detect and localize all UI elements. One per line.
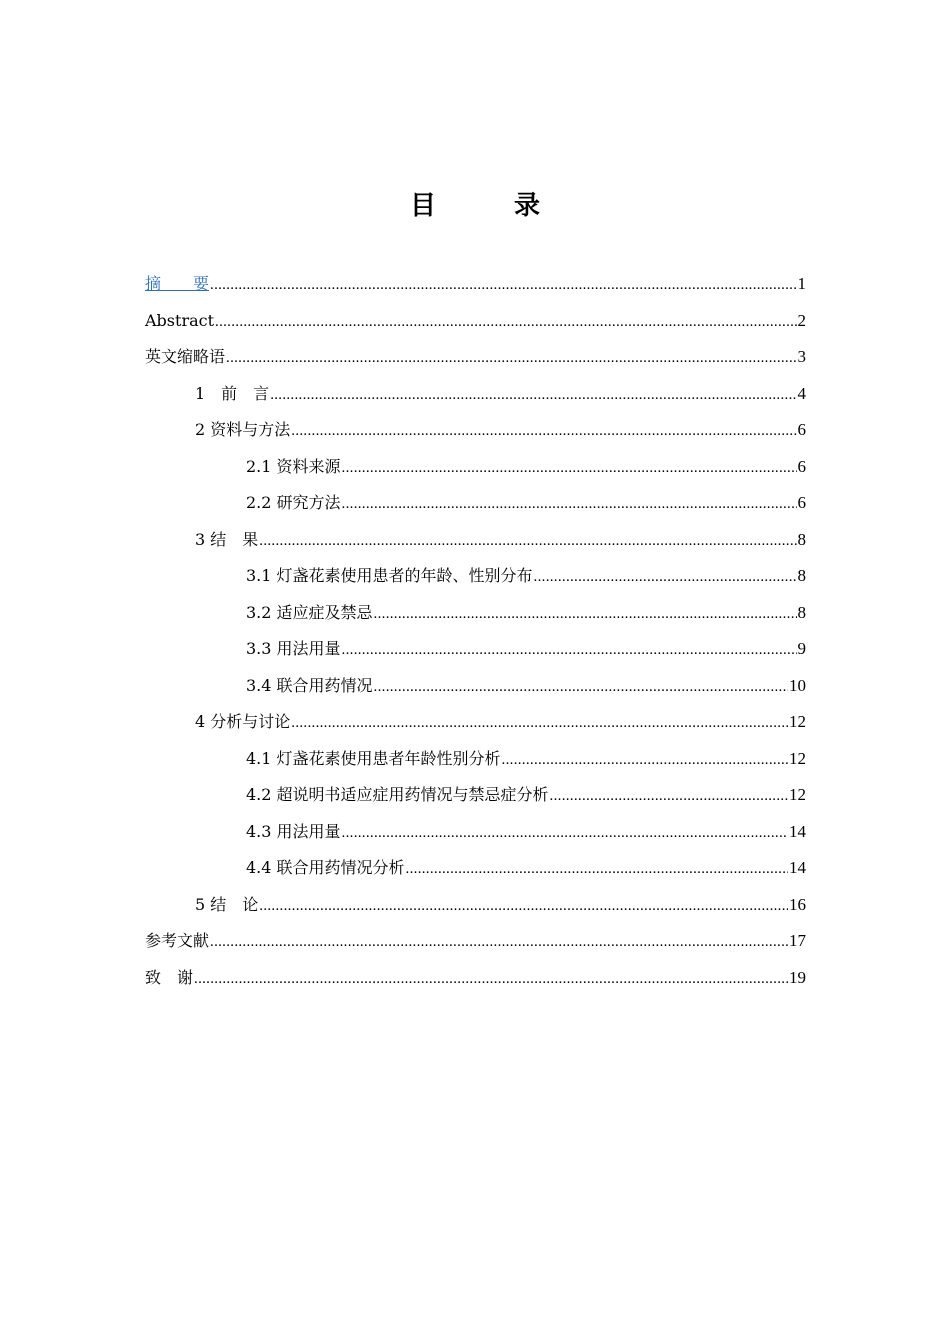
toc-entry-label: 4.4 联合用药情况分析 <box>246 858 405 877</box>
toc-entry[interactable] <box>145 595 806 632</box>
toc-entry-link[interactable]: 摘 要 <box>145 274 210 293</box>
toc-leader-dots <box>259 888 788 925</box>
toc-page-number: 4 <box>797 383 806 403</box>
toc-entry-label: 5 结 论 <box>195 894 259 914</box>
toc-title: 目 录 <box>409 191 566 221</box>
toc-entry-label: 2.1 资料来源 <box>246 456 341 476</box>
toc-page-number: 12 <box>789 785 806 804</box>
toc-leader-dots <box>215 304 796 341</box>
toc-entry-label: Abstract <box>145 310 215 330</box>
toc-leader-dots <box>342 486 797 523</box>
toc-entry[interactable] <box>145 412 806 449</box>
toc-entry-label: 4 分析与讨论 <box>195 712 291 731</box>
toc-leader-dots <box>210 267 796 304</box>
toc-page-number: 17 <box>789 931 806 950</box>
toc-entry[interactable] <box>145 923 806 960</box>
toc-entry[interactable] <box>145 558 806 595</box>
toc-entry[interactable] <box>145 522 806 559</box>
toc-leader-dots <box>374 596 797 633</box>
toc-entry[interactable] <box>145 303 806 340</box>
toc-page-number: 6 <box>797 493 806 512</box>
toc-entry-label: 2.2 研究方法 <box>246 493 341 512</box>
toc-page-number: 1 <box>797 274 806 293</box>
toc-leader-dots <box>374 669 788 706</box>
toc-entry-label: 4.2 超说明书适应症用药情况与禁忌症分析 <box>246 785 549 804</box>
toc-page-number: 8 <box>797 529 806 549</box>
toc-entry[interactable] <box>145 339 806 376</box>
toc-leader-dots <box>406 851 788 888</box>
toc-entry-label: 3.3 用法用量 <box>246 639 341 658</box>
toc-entry[interactable] <box>145 485 806 522</box>
toc-page-number: 16 <box>789 894 806 914</box>
toc-leader-dots <box>259 523 796 560</box>
toc-leader-dots <box>194 961 788 998</box>
toc-entry-label: 参考文献 <box>145 931 210 950</box>
toc-entry-label: 3.1 灯盏花素使用患者的年龄、性别分布 <box>246 566 533 585</box>
toc-entry[interactable] <box>145 376 806 413</box>
toc-entry-label: 1 前 言 <box>195 383 270 403</box>
toc-leader-dots <box>291 413 796 450</box>
toc-entry[interactable] <box>145 777 806 814</box>
toc-entry[interactable] <box>145 850 806 887</box>
toc-page-number: 10 <box>789 675 806 695</box>
toc-leader-dots <box>291 705 788 742</box>
toc-entry-label: 3 结 果 <box>195 529 259 549</box>
toc-entry[interactable] <box>145 887 806 924</box>
toc-leader-dots <box>502 742 788 779</box>
toc-page-number: 2 <box>797 310 806 330</box>
toc-entry[interactable] <box>145 631 806 668</box>
toc-leader-dots <box>534 559 797 596</box>
toc-entry[interactable] <box>145 704 806 741</box>
toc-entry[interactable] <box>145 960 806 997</box>
toc-page-number: 14 <box>789 821 806 841</box>
table-of-contents <box>145 266 806 996</box>
toc-page-number: 12 <box>789 748 806 768</box>
toc-leader-dots <box>342 450 797 487</box>
toc-entry-label: 4.1 灯盏花素使用患者年龄性别分析 <box>246 748 501 768</box>
toc-entry[interactable] <box>145 814 806 851</box>
toc-entry-label: 英文缩略语 <box>145 347 226 366</box>
toc-leader-dots <box>210 924 788 961</box>
toc-page-number: 19 <box>789 967 806 987</box>
toc-leader-dots <box>270 377 796 414</box>
toc-entry[interactable] <box>145 266 806 303</box>
toc-page-number: 14 <box>789 858 806 877</box>
toc-page-number: 12 <box>789 712 806 731</box>
toc-entry[interactable] <box>145 741 806 778</box>
toc-entry-label: 3.4 联合用药情况 <box>246 675 373 695</box>
toc-leader-dots <box>226 340 796 377</box>
toc-page-number: 6 <box>797 456 806 476</box>
toc-page-number: 8 <box>797 602 806 622</box>
toc-entry[interactable] <box>145 668 806 705</box>
toc-page-number: 8 <box>797 566 806 585</box>
toc-page-number: 6 <box>797 420 806 439</box>
toc-leader-dots <box>342 632 797 669</box>
toc-entry-label: 3.2 适应症及禁忌 <box>246 602 373 622</box>
toc-entry[interactable] <box>145 449 806 486</box>
toc-page-number: 3 <box>797 347 806 366</box>
toc-page-number: 9 <box>797 639 806 658</box>
toc-entry-label: 4.3 用法用量 <box>246 821 341 841</box>
toc-entry-label: 2 资料与方法 <box>195 420 291 439</box>
toc-leader-dots <box>550 778 788 815</box>
toc-leader-dots <box>342 815 788 852</box>
toc-entry-label: 致 谢 <box>145 967 194 987</box>
